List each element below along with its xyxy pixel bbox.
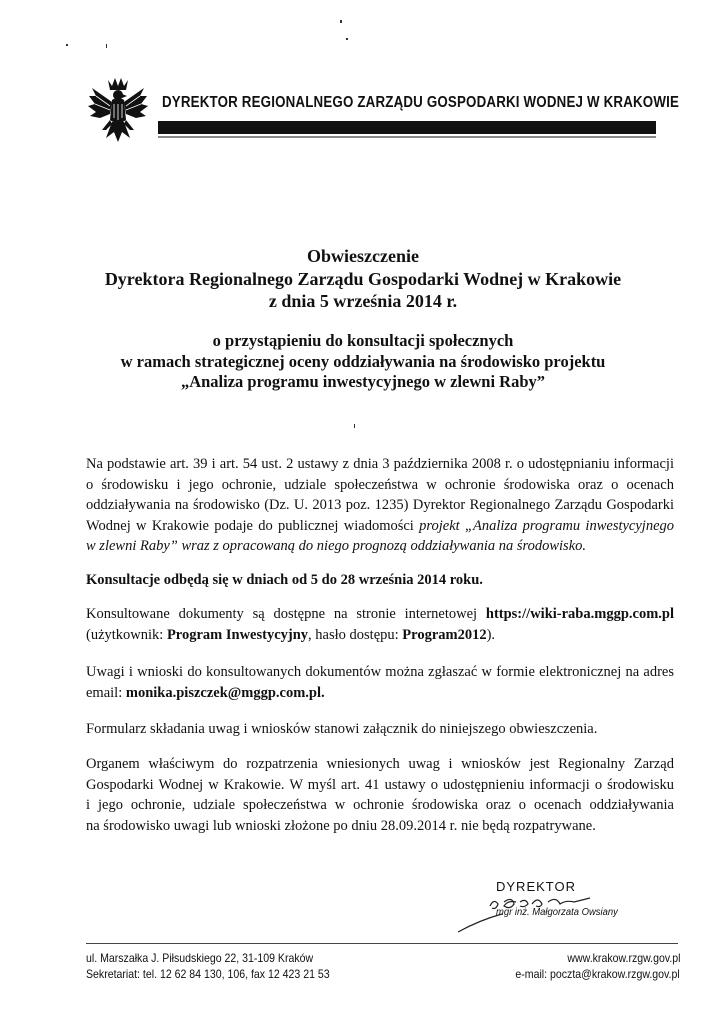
scan-speck: [106, 44, 107, 48]
scan-speck: [66, 44, 68, 46]
competent-authority-paragraph: [86, 754, 674, 836]
signature-title: DYREKTOR: [496, 879, 576, 894]
paragraph-line: o środowisku i jego ochronie, udziale społeczeństwa w ochronie środowiska oraz o ocenach: [86, 476, 674, 493]
paragraph-line: Organem właściwym do rozpatrzenia wniesionych uwag i wniosków jest Regionalny Zarząd: [86, 756, 674, 772]
subject-line: „Analiza programu inwestycyjnego w zlewni Raby”: [180, 372, 546, 391]
paragraph-line: na środowisko uwagi lub wnioski złożone po dniu 28.09.2014 r. nie będą rozpatrywane.: [86, 817, 596, 834]
footer-email[interactable]: e-mail: poczta@krakow.rzgw.gov.pl: [515, 967, 680, 981]
consultation-dates: Konsultacje odbędą się w dniach od 5 do 28 września 2014 roku.: [86, 572, 483, 588]
signatory-name: mgr inż. Małgorzata Owsiany: [496, 906, 618, 918]
subject-line: w ramach strategicznej oceny oddziaływania na środowisko projektu: [120, 352, 606, 371]
notice-title: Obwieszczenie: [307, 246, 419, 266]
paragraph-text: (użytkownik:: [86, 626, 164, 643]
paragraph-line: oddziaływania na środowisko (Dz. U. 2013 poz. 1235) Dyrektor Regionalnego Zarządu Gospodarki: [86, 497, 674, 513]
footer-website-link[interactable]: www.krakow.rzgw.gov.pl: [566, 951, 680, 965]
paragraph-text: Konsultowane dokumenty są dostępne na stronie internetowej: [86, 606, 478, 622]
documents-availability-paragraph: [86, 604, 674, 645]
paragraph-line: i jego ochronie, udziale społeczeństwa w ochronie środowiska oraz o ocenach oddziaływania: [86, 797, 674, 813]
footer-address: ul. Marszałka J. Piłsudskiego 22, 31-109 Kraków: [86, 951, 314, 965]
paragraph-text: ).: [486, 626, 496, 643]
paragraph-line: [86, 625, 674, 646]
footer-rule: [86, 943, 678, 944]
paragraph-text: email:: [86, 684, 123, 701]
paragraph-line: [86, 683, 674, 704]
paragraph-line: Gospodarki Wodnej w Krakowie. W myśl art. 41 ustawy o udostępnieniu informacji o środowisku: [86, 776, 674, 793]
scan-speck: [354, 424, 355, 428]
scan-speck: [340, 20, 342, 23]
notice-date: z dnia 5 września 2014 r.: [268, 291, 458, 311]
login-username: Program Inwestycyjny: [166, 626, 309, 643]
paragraph-line: [86, 604, 674, 625]
paragraph-line: Uwagi i wnioski do konsultowanych dokumentów można zgłaszać w formie elektronicznej na adres: [86, 664, 674, 680]
footer-phones: Sekretariat: tel. 12 62 84 130, 106, fax 12 423 21 53: [86, 967, 330, 981]
paragraph-line: [86, 516, 674, 537]
subject-line: o przystąpieniu do konsultacji społecznych: [212, 331, 514, 350]
paragraph-line: Na podstawie art. 39 i art. 54 ust. 2 ustawy z dnia 3 października 2008 r. o udostępnianiu informacji: [86, 456, 674, 472]
project-title-text: projekt „Analiza programu inwestycyjnego: [419, 517, 675, 534]
header-rule: [158, 121, 656, 134]
header-title: DYREKTOR REGIONALNEGO ZARZĄDU GOSPODARKI WODNEJ W KRAKOWIE: [162, 94, 680, 111]
attachment-note: Formularz składania uwag i wniosków stanowi załącznik do niniejszego obwieszczenia.: [86, 721, 598, 737]
paragraph-text: , hasło dostępu:: [308, 626, 399, 643]
submission-paragraph: [86, 662, 674, 703]
scan-speck: [346, 38, 348, 40]
login-password: Program2012: [402, 626, 487, 643]
header-rule-thin: [158, 136, 656, 138]
contact-email-link[interactable]: monika.piszczek@mggp.com.pl.: [125, 684, 325, 701]
consultation-website-link[interactable]: https://wiki-raba.mggp.com.pl: [485, 606, 674, 622]
polish-eagle-emblem-icon: [86, 74, 150, 148]
paragraph-text: Wodnej w Krakowie podaje do publicznej wiadomości: [86, 517, 414, 534]
legal-basis-paragraph: [86, 454, 674, 557]
notice-issuer: Dyrektora Regionalnego Zarządu Gospodarki Wodnej w Krakowie: [104, 269, 622, 289]
paragraph-line: w zlewni Raby” wraz z opracowaną do niego prognozą oddziaływania na środowisko.: [86, 538, 587, 554]
